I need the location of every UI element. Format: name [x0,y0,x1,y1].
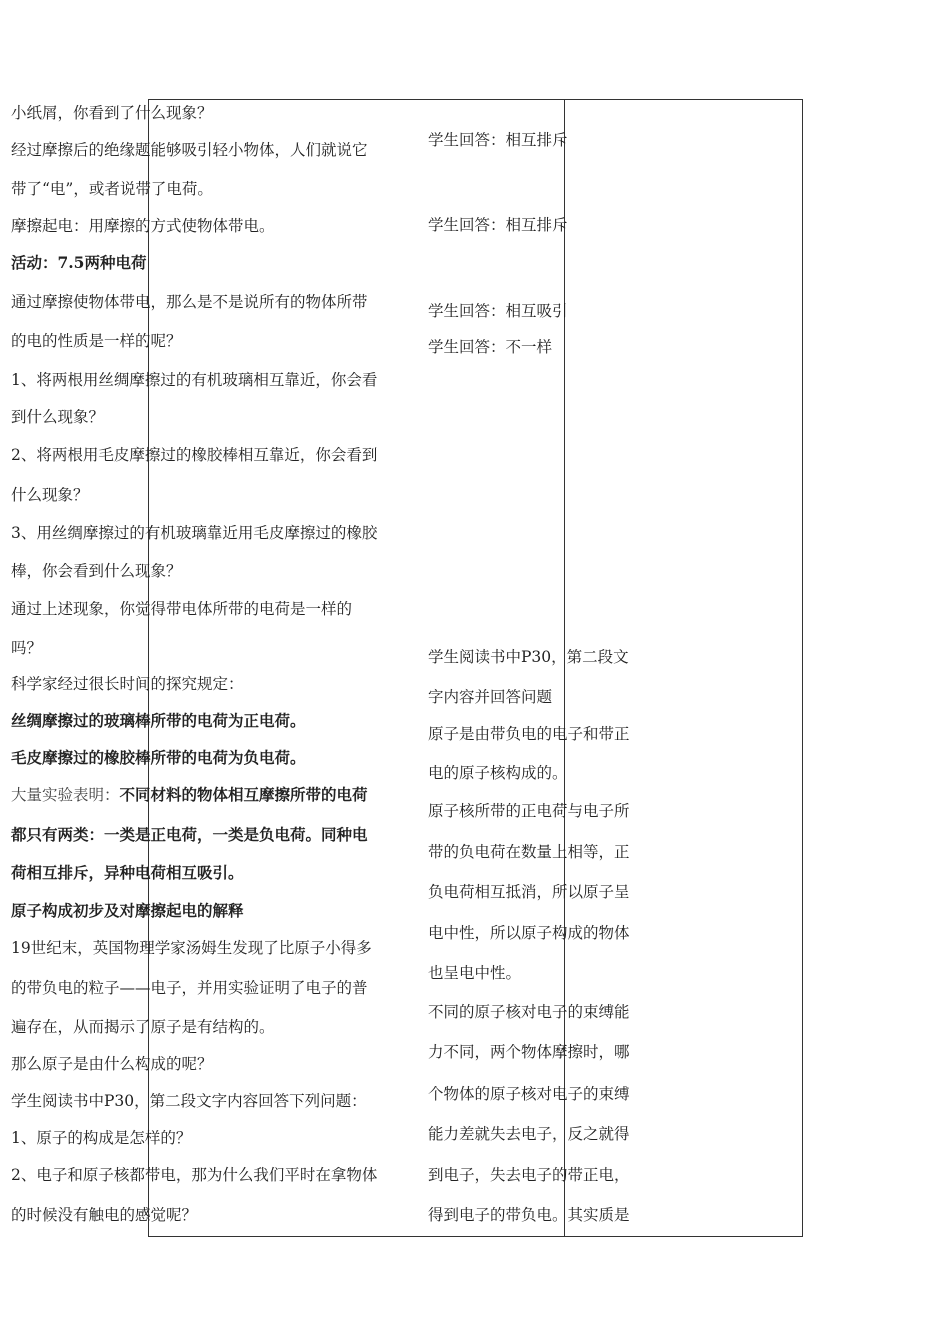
text-line: 遍存在，从而揭示了原子是有结构的。 [11,1018,275,1036]
text-line: 的时候没有触电的感觉呢？ [11,1206,198,1224]
question-3: 3、用丝绸摩擦过的有机玻璃靠近用毛皮摩擦过的橡胶 [11,524,378,542]
text-line: 什么现象？ [11,486,89,504]
text-line: 原子是由带负电的电子和带正 [428,725,630,743]
activity-heading: 活动：7.5两种电荷 [11,253,147,272]
text-line: 电中性，所以原子构成的物体 [428,924,630,942]
student-answer: 学生回答：相互吸引 [428,302,568,320]
question-1: 1、将两根用丝绸摩擦过的有机玻璃相互靠近，你会看 [11,371,378,389]
text-line: 字内容并回答问题 [428,688,553,706]
text-line: 学生阅读书中P30，第二段文字内容回答下列问题： [11,1092,367,1110]
text-line: 通过上述现象，你觉得带电体所带的电荷是一样的 [11,600,353,618]
text-line: 1、原子的构成是怎样的？ [11,1129,192,1147]
text-line: 2、电子和原子核都带电，那为什么我们平时在拿物体 [11,1166,378,1184]
student-answer: 学生回答：相互排斥 [428,216,568,234]
text-line: 也呈电中性。 [428,964,522,982]
column-divider [564,100,565,1236]
text-line: 力不同，两个物体摩擦时，哪 [428,1043,630,1061]
text-line: 学生阅读书中P30，第二段文 [428,648,629,666]
text-line: 的电的性质是一样的呢？ [11,332,182,350]
text-line: 得到电子的带负电。其实质是 [428,1206,630,1224]
text-line: 原子核所带的正电荷与电子所 [428,802,630,820]
text-line: 科学家经过很长时间的探究规定： [11,675,244,693]
text-line: 都只有两类：一类是正电荷，一类是负电荷。同种电 [11,825,368,844]
positive-charge-definition: 丝绸摩擦过的玻璃棒所带的电荷为正电荷。 [11,711,306,730]
text-line: 经过摩擦后的绝缘题能够吸引轻小物体，人们就说它 [11,141,368,159]
text-line [11,786,368,804]
text-line: 棒，你会看到什么现象？ [11,562,182,580]
student-answer: 学生回答：相互排斥 [428,131,568,149]
text-line: 到什么现象？ [11,408,105,426]
text-line: 带的负电荷在数量上相等，正 [428,843,630,861]
lesson-table [148,99,803,1237]
text-line: 个物体的原子核对电子的束缚 [428,1085,630,1103]
text-line: 的带负电的粒子——电子，并用实验证明了电子的普 [11,979,368,997]
text-bold: 不同材料的物体相互摩擦所带的电荷 [119,785,368,804]
text-line: 电的原子核构成的。 [428,764,568,782]
text-line: 19世纪末，英国物理学家汤姆生发现了比原子小得多 [11,939,372,957]
text-line: 那么原子是由什么构成的呢？ [11,1055,213,1073]
question-2: 2、将两根用毛皮摩擦过的橡胶棒相互靠近，你会看到 [11,446,378,464]
text-line: 通过摩擦使物体带电，那么是不是说所有的物体所带 [11,293,368,311]
text-prefix: 大量实验表明： [11,786,120,804]
text-line: 带了“电”，或者说带了电荷。 [11,180,213,198]
text-line: 负电荷相互抵消，所以原子呈 [428,883,630,901]
student-answer: 学生回答：不一样 [428,338,553,356]
text-line: 到电子，失去电子的带正电， [428,1166,630,1184]
text-line: 小纸屑，你看到了什么现象？ [11,104,213,122]
text-line: 能力差就失去电子，反之就得 [428,1125,630,1143]
text-line: 荷相互排斥，异种电荷相互吸引。 [11,863,244,882]
section-heading: 原子构成初步及对摩擦起电的解释 [11,901,244,920]
negative-charge-definition: 毛皮摩擦过的橡胶棒所带的电荷为负电荷。 [11,748,306,767]
text-line: 不同的原子核对电子的束缚能 [428,1003,630,1021]
text-line: 吗？ [11,639,43,657]
text-line: 摩擦起电：用摩擦的方式使物体带电。 [11,217,275,235]
